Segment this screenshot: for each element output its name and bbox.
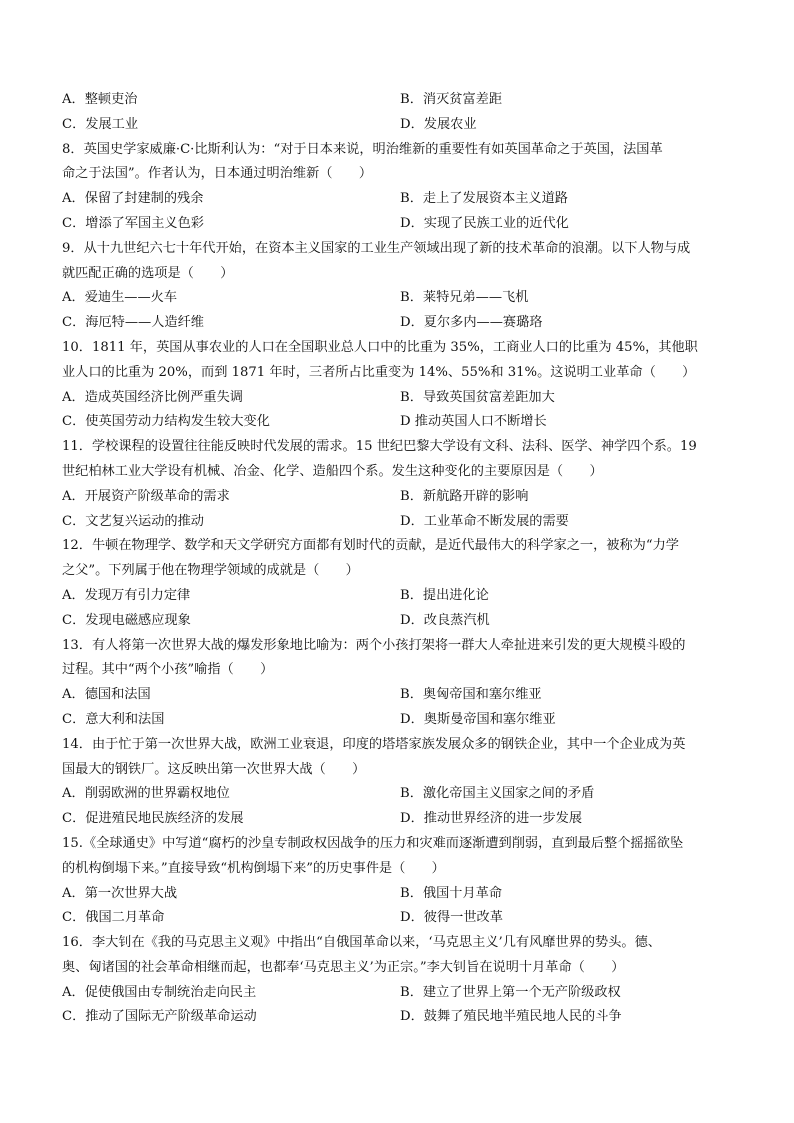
option-row [62, 1005, 732, 1030]
option-row [62, 88, 732, 113]
option-row [62, 882, 732, 907]
option-row [62, 906, 732, 931]
option-a[interactable]: A．造成英国经济比例严重失调 [62, 389, 243, 405]
option-d[interactable]: D．工业革命不断发展的需要 [400, 513, 569, 529]
option-c[interactable]: C．使英国劳动力结构发生较大变化 [62, 414, 270, 430]
question-stem-line: 10．1811 年，英国从事农业的人口在全国职业总人口中的比重为 35%，工商业人口的比重为 45%，其他职 [62, 339, 698, 355]
question-7-options [62, 88, 732, 138]
question-stem-line: 15.《全球通史》中写道“腐朽的沙皇专制政权因战争的压力和灾难而逐渐遭到削弱，直到最后整个摇摇欲坠 [62, 835, 684, 851]
option-d[interactable]: D．奥斯曼帝国和塞尔维亚 [400, 711, 556, 727]
question-15 [62, 832, 732, 931]
question-stem-line: 业人口的比重为 20%，而到 1871 年时，三者所占比重变为 14%、55%和 31%。这说明工业革命（ ） [62, 364, 696, 380]
option-row [62, 113, 732, 138]
question-stem-line: 16．李大钊在《我的马克思主义观》中指出“自俄国革命以来，‘马克思主义’几有风靡世界的势头。德、 [62, 935, 661, 951]
question-9 [62, 237, 732, 336]
question-14 [62, 733, 732, 832]
question-stem-line: 的机构倒塌下来。”直接导致“机构倒塌下来”的历史事件是（ ） [62, 860, 445, 876]
option-d[interactable]: D．推动世界经济的进一步发展 [400, 811, 583, 827]
option-b[interactable]: B．提出进化论 [400, 587, 489, 603]
option-row [62, 807, 732, 832]
option-b[interactable]: B．建立了世界上第一个无产阶级政权 [400, 984, 621, 1000]
option-c[interactable]: C．推动了国际无产阶级革命运动 [62, 1009, 257, 1025]
option-row [62, 981, 732, 1006]
option-row [62, 187, 732, 212]
question-stem-line: 11．学校课程的设置往往能反映时代发展的需求。15 世纪巴黎大学设有文科、法科、医学、神学四个系。19 [62, 439, 697, 455]
question-stem-line: 12．牛顿在物理学、数学和天文学研究方面都有划时代的贡献，是近代最伟大的科学家之一，被称为“力学 [62, 538, 679, 554]
option-d[interactable]: D．改良蒸汽机 [400, 612, 490, 628]
option-b[interactable]: B．激化帝国主义国家之间的矛盾 [400, 786, 595, 802]
option-a[interactable]: A．削弱欧洲的世界霸权地位 [62, 786, 230, 802]
option-row [62, 485, 732, 510]
option-b[interactable]: B．莱特兄弟——飞机 [400, 290, 529, 306]
option-row [62, 386, 732, 411]
option-d[interactable]: D．发展农业 [400, 116, 477, 132]
question-stem-line: 之父”。下列属于他在物理学领域的成就是（ ） [62, 563, 359, 579]
question-stem-line: 过程。其中“两个小孩”喻指（ ） [62, 662, 274, 678]
option-d[interactable]: D．实现了民族工业的近代化 [400, 215, 569, 231]
option-b[interactable]: B．走上了发展资本主义道路 [400, 191, 568, 207]
option-row [62, 510, 732, 535]
option-a[interactable]: A．发现万有引力定律 [62, 587, 191, 603]
option-c[interactable]: C．文艺复兴运动的推动 [62, 513, 204, 529]
question-11 [62, 435, 732, 534]
question-stem-line: 14．由于忙于第一次世界大战，欧洲工业衰退，印度的塔塔家族发展众多的钢铁企业，其中一个企业成为英 [62, 736, 686, 752]
option-b[interactable]: B．俄国十月革命 [400, 885, 503, 901]
question-stem-line: 9．从十九世纪六七十年代开始，在资本主义国家的工业生产领域出现了新的技术革命的浪潮。以下人物与成 [62, 240, 691, 256]
question-stem-line: 8．英国史学家威廉·C·比斯利认为：“对于日本来说，明治维新的重要性有如英国革命之于英国，法国革 [62, 141, 663, 157]
option-a[interactable]: A．第一次世界大战 [62, 885, 178, 901]
question-stem-line: 就匹配正确的选项是（ ） [62, 265, 234, 281]
question-stem-line: 国最大的钢铁厂。这反映出第一次世界大战（ ） [62, 761, 366, 777]
option-c[interactable]: C．俄国二月革命 [62, 910, 165, 926]
option-d[interactable]: D．彼得一世改革 [400, 910, 503, 926]
option-row [62, 311, 732, 336]
option-a[interactable]: A．爱迪生——火车 [62, 290, 178, 306]
question-10 [62, 336, 732, 435]
option-row [62, 212, 732, 237]
option-c[interactable]: C．发展工业 [62, 116, 139, 132]
option-a[interactable]: A．整顿吏治 [62, 92, 138, 107]
question-stem-line: 世纪柏林工业大学设有机械、冶金、化学、造船四个系。发生这种变化的主要原因是（ ） [62, 463, 603, 479]
option-row [62, 609, 732, 634]
option-row [62, 708, 732, 733]
question-stem-line: 13．有人将第一次世界大战的爆发形象地比喻为：两个小孩打架将一群大人牵扯进来引发的更大规模斗殴的 [62, 637, 686, 653]
option-c[interactable]: C．发现电磁感应现象 [62, 612, 191, 628]
option-b[interactable]: B．导致英国贫富差距加大 [400, 389, 555, 405]
option-row [62, 410, 732, 435]
option-a[interactable]: A．德国和法国 [62, 687, 151, 703]
option-a[interactable]: A．保留了封建制的残余 [62, 191, 204, 207]
option-row [62, 584, 732, 609]
question-stem-line: 命之于法国”。作者认为，日本通过明治维新（ ） [62, 166, 373, 182]
option-d[interactable]: D．鼓舞了殖民地半殖民地人民的斗争 [400, 1009, 622, 1025]
option-a[interactable]: A．促使俄国由专制统治走向民主 [62, 984, 257, 1000]
option-b[interactable]: B．奥匈帝国和塞尔维亚 [400, 687, 542, 703]
option-b[interactable]: B．消灭贫富差距 [400, 92, 503, 107]
option-a[interactable]: A．开展资产阶级革命的需求 [62, 488, 230, 504]
option-d[interactable]: D 推动英国人口不断增长 [400, 414, 547, 430]
question-13 [62, 634, 732, 733]
option-row [62, 683, 732, 708]
question-12 [62, 534, 732, 633]
question-8 [62, 138, 732, 237]
option-d[interactable]: D．夏尔多内——赛璐珞 [400, 315, 543, 331]
option-b[interactable]: B．新航路开辟的影响 [400, 488, 529, 504]
exam-page [62, 88, 732, 1030]
option-c[interactable]: C．增添了军国主义色彩 [62, 215, 204, 231]
option-c[interactable]: C．海厄特——人造纤维 [62, 315, 204, 331]
question-stem-line: 奥、匈诸国的社会革命相继而起，也都奉‘马克思主义’为正宗。”李大钊旨在说明十月革命（ ） [62, 959, 625, 975]
option-row [62, 286, 732, 311]
question-16 [62, 931, 732, 1030]
option-c[interactable]: C．意大利和法国 [62, 711, 165, 727]
option-row [62, 782, 732, 807]
option-c[interactable]: C．促进殖民地民族经济的发展 [62, 811, 244, 827]
